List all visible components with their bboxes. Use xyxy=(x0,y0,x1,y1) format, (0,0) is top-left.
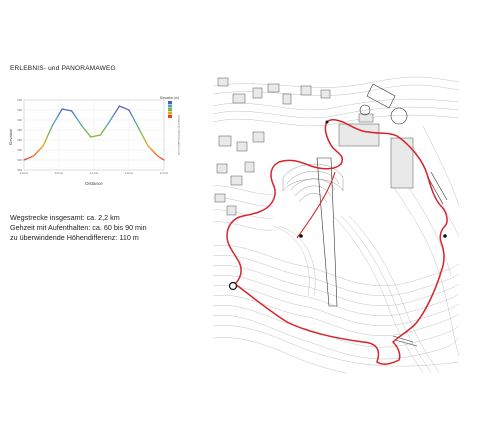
y-tick-label: 620 xyxy=(17,108,22,112)
page-title: ERLEBNIS- und PANORAMAWEG xyxy=(10,65,116,72)
elevation-point xyxy=(81,124,82,125)
start-point-marker xyxy=(230,283,237,290)
elevation-point xyxy=(128,109,129,110)
route-facts xyxy=(10,213,147,244)
y-tick-label: 540 xyxy=(17,148,22,152)
x-tick-label: 1.6 km xyxy=(124,171,134,175)
elevation-point xyxy=(147,145,148,146)
elevation-point xyxy=(52,124,53,125)
x-tick-label: 2.2 km xyxy=(159,171,169,175)
x-tick-label: 0.6 km xyxy=(54,171,64,175)
x-tick-label: 1.1 km xyxy=(89,171,99,175)
elevation-point xyxy=(33,155,34,156)
elevation-point xyxy=(42,145,43,146)
elevation-point xyxy=(100,134,101,135)
y-tick-label: 500 xyxy=(17,168,22,172)
elevation-point xyxy=(163,159,164,160)
trail-route xyxy=(227,120,447,364)
legend-swatch xyxy=(168,105,172,108)
y-tick-label: 580 xyxy=(17,128,22,132)
legend-swatch xyxy=(168,115,172,118)
viewpoint-marker xyxy=(326,121,329,124)
legend-swatch xyxy=(168,108,172,111)
y-axis-label: Elevation xyxy=(8,128,13,146)
trail-map xyxy=(213,66,459,373)
legend-title: Elevation (m) xyxy=(160,96,179,100)
elevation-point xyxy=(119,105,120,106)
y-tick-label: 560 xyxy=(17,138,22,142)
elevation-point xyxy=(62,108,63,109)
x-axis-label: Distance xyxy=(85,181,103,186)
contour-lines xyxy=(213,77,459,373)
y-tick-label: 520 xyxy=(17,158,22,162)
elevation-point xyxy=(157,155,158,156)
elevation-point xyxy=(90,136,91,137)
quarry-terraces xyxy=(283,164,343,202)
elevation-point xyxy=(71,110,72,111)
elevation-point xyxy=(138,127,139,128)
route-elevation-gain: zu überwindende Höhendifferenz: 110 m xyxy=(10,233,139,243)
legend-swatch xyxy=(168,101,172,104)
credit-text: created by GPSVisualizer.com xyxy=(177,114,181,156)
viewpoint-marker xyxy=(299,234,303,238)
legend-swatch xyxy=(168,112,172,115)
elevation-point xyxy=(109,120,110,121)
route-walking-time: Gehzeit mit Aufenthalten: ca. 60 bis 90 min xyxy=(10,223,147,233)
y-tick-label: 640 xyxy=(17,98,22,102)
elevation-point xyxy=(23,159,24,160)
route-length: Wegstrecke insgesamt: ca. 2,2 km xyxy=(10,213,120,222)
x-tick-label: 0.0 km xyxy=(19,171,29,175)
y-tick-label: 600 xyxy=(17,118,22,122)
trail-branch xyxy=(297,172,335,238)
viewpoint-marker xyxy=(443,234,447,238)
buildings xyxy=(215,78,413,215)
elevation-profile-chart xyxy=(6,95,196,195)
